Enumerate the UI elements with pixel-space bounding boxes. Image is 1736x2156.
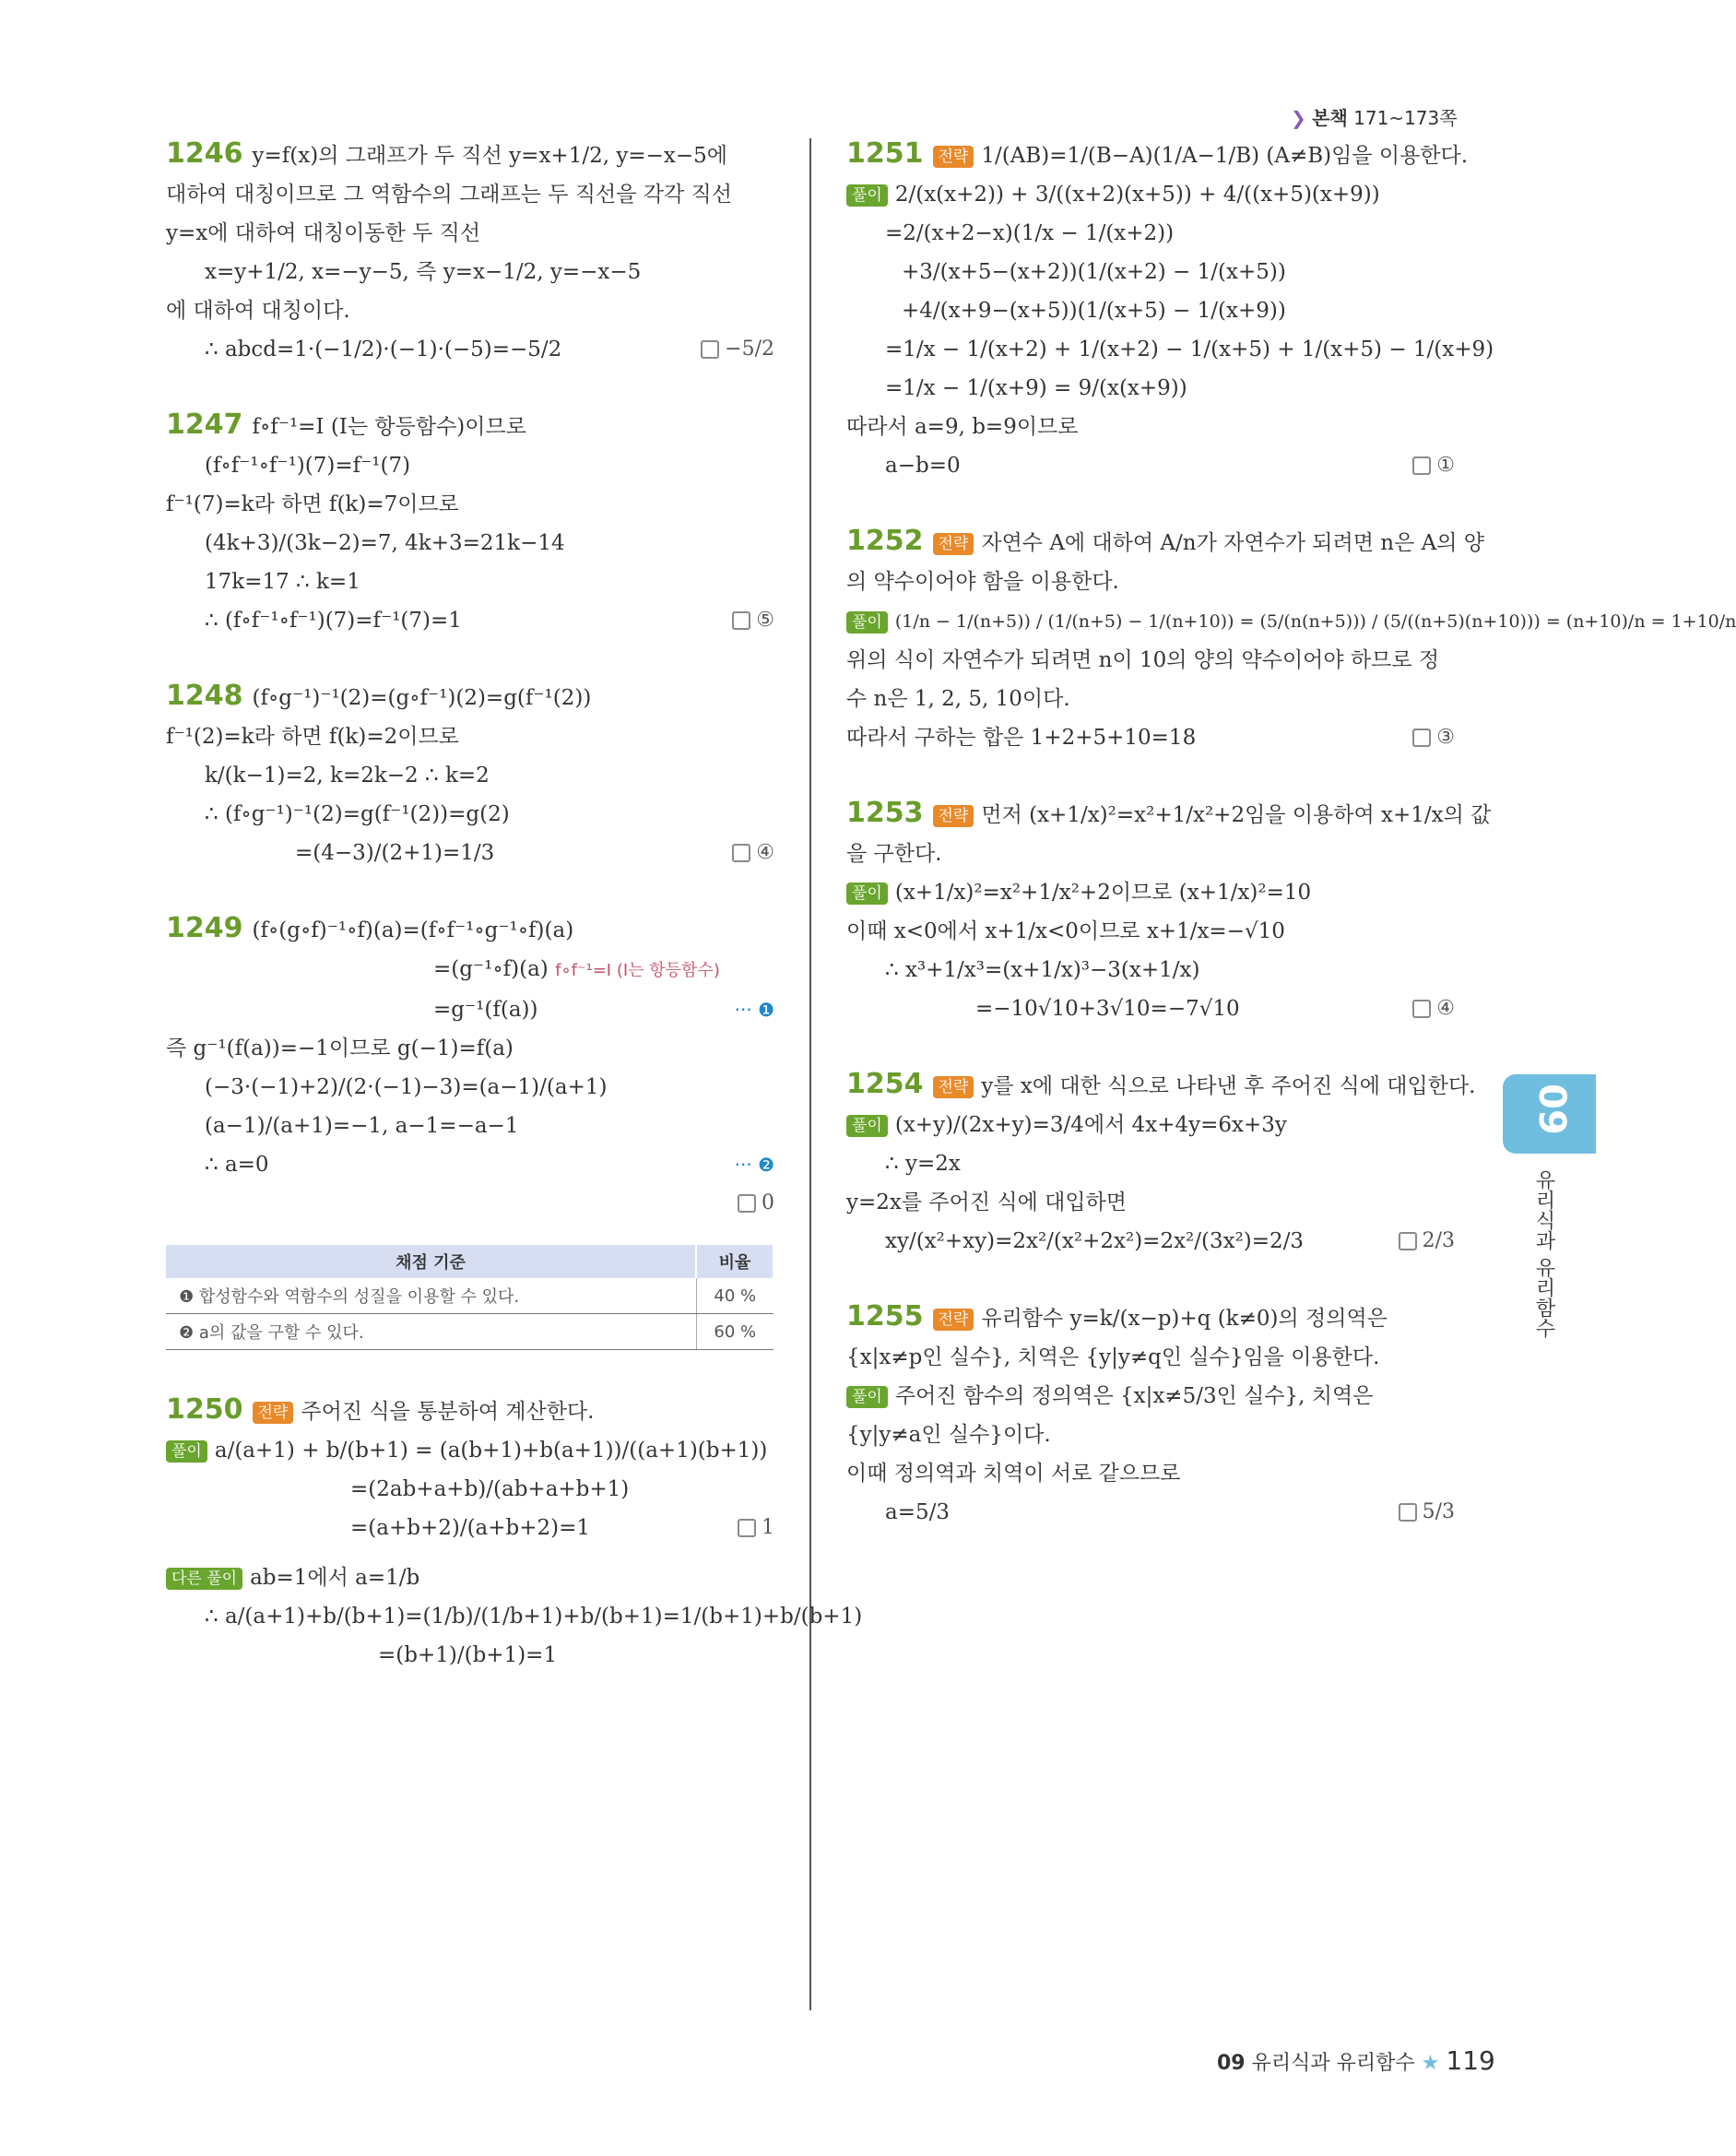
strategy-text: 1/(AB)=1/(B−A)(1/A−1/B) (A≠B)임을 이용한다. — [981, 144, 1469, 168]
solution-line: f∘f⁻¹=I (I는 항등함수)이므로 — [252, 415, 526, 439]
problem-number: 1248 — [166, 680, 243, 712]
answer-icon — [1412, 456, 1431, 475]
chapter-tab-title: 유리식과 유리함수 — [1532, 1169, 1555, 1338]
solution-line: =g⁻¹(f(a)) — [433, 998, 538, 1022]
solution-line: 주어진 함수의 정의역은 {x|x≠5/3인 실수}, 치역은 — [894, 1384, 1374, 1408]
solution-line: 에 대하여 대칭이다. — [166, 299, 350, 323]
problem-number: 1254 — [846, 1068, 924, 1100]
solution-badge: 풀이 — [166, 1440, 207, 1463]
book-label: 본책 — [1312, 107, 1348, 129]
answer-value: 1 — [762, 1516, 774, 1539]
answer — [732, 837, 774, 869]
solution-line: =(a+b+2)/(a+b+2)=1 — [350, 1516, 591, 1540]
solution-line: xy/(x²+xy)=2x²/(x²+2x²)=2x²/(3x²)=2/3 — [885, 1229, 1305, 1253]
problem-1248 — [166, 681, 774, 869]
solution-line: f⁻¹(2)=k라 하면 f(k)=2이므로 — [166, 725, 459, 749]
solution-line: =1/x − 1/(x+2) + 1/(x+2) − 1/(x+5) + 1/(x+5) − 1/(x+9) — [885, 338, 1494, 361]
solution-line: (1/n − 1/(n+5)) / (1/(n+5) − 1/(n+10)) = (5/(n(n+5))) / (5/((n+5)(n+10))) = (n+10)/n = 1+10/n — [894, 611, 1736, 632]
solution-line: y=2x를 주어진 식에 대입하면 — [846, 1191, 1127, 1214]
scoring-criterion: ❶ 합성함수와 역함수의 성질을 이용할 수 있다. — [166, 1278, 696, 1314]
solution-line: +4/(x+9−(x+5))(1/(x+5) − 1/(x+9)) — [902, 299, 1286, 323]
answer — [738, 1188, 774, 1219]
answer-value: 5/3 — [1422, 1500, 1455, 1523]
problem-1253 — [846, 797, 1492, 1025]
solution-line: (f∘(g∘f)⁻¹∘f)(a)=(f∘f⁻¹∘g⁻¹∘f)(a) — [252, 918, 574, 942]
column-divider — [809, 138, 811, 2010]
problem-1251 — [846, 137, 1494, 481]
left-column — [166, 137, 863, 1715]
problem-number: 1250 — [166, 1393, 243, 1426]
strategy-text: 의 약수이어야 함을 이용한다. — [846, 570, 1119, 594]
problem-1252 — [846, 525, 1736, 753]
strategy-text: 주어진 식을 통분하여 계산한다. — [301, 1400, 595, 1424]
problem-1255 — [846, 1301, 1455, 1528]
answer — [1412, 993, 1455, 1025]
solution-line: ∴ (f∘g⁻¹)⁻¹(2)=g(f⁻¹(2))=g(2) — [205, 802, 510, 826]
problem-1246 — [166, 138, 774, 365]
solution-line: (4k+3)/(3k−2)=7, 4k+3=21k−14 — [205, 531, 565, 555]
answer — [738, 1512, 774, 1544]
strategy-badge: 전략 — [933, 146, 974, 168]
solution-line: ∴ (f∘f⁻¹∘f⁻¹)(7)=f⁻¹(7)=1 — [205, 609, 462, 633]
solution-line: =(g⁻¹∘f)(a) — [433, 957, 549, 981]
strategy-badge: 전략 — [933, 1076, 974, 1098]
scoring-table — [166, 1245, 774, 1350]
solution-line: ∴ x³+1/x³=(x+1/x)³−3(x+1/x) — [885, 958, 1200, 982]
solution-line: 17k=17 ∴ k=1 — [205, 570, 360, 594]
strategy-text: 유리함수 y=k/(x−p)+q (k≠0)의 정의역은 — [981, 1307, 1388, 1331]
answer-icon — [1412, 729, 1431, 747]
problem-1254 — [846, 1068, 1476, 1257]
answer-value: 2/3 — [1422, 1229, 1455, 1252]
answer-icon — [1412, 1000, 1431, 1018]
problem-number: 1255 — [846, 1300, 924, 1333]
solution-line: {y|y≠a인 실수}이다. — [846, 1423, 1051, 1447]
answer — [1399, 1497, 1455, 1528]
answer-value: ① — [1436, 454, 1455, 477]
chevron-right-icon: ❯ — [1291, 107, 1306, 129]
strategy-text: 자연수 A에 대하여 A/n가 자연수가 되려면 n은 A의 양 — [981, 531, 1484, 555]
answer — [1412, 722, 1455, 753]
problem-number: 1246 — [166, 137, 243, 170]
strategy-badge: 전략 — [253, 1402, 294, 1424]
solution-line: 2/(x(x+2)) + 3/((x+2)(x+5)) + 4/((x+5)(x+9)) — [894, 183, 1380, 207]
answer — [732, 605, 774, 636]
problem-number: 1247 — [166, 409, 243, 441]
strategy-text: 을 구한다. — [846, 842, 942, 866]
solution-line: 수 n은 1, 2, 5, 10이다. — [846, 687, 1070, 711]
solution-line: (−3·(−1)+2)/(2·(−1)−3)=(a−1)/(a+1) — [205, 1075, 608, 1099]
page-reference — [1291, 103, 1458, 130]
solution-line: (x+y)/(2x+y)=3/4에서 4x+4y=6x+3y — [894, 1113, 1287, 1137]
alt-solution-badge: 다른 풀이 — [166, 1568, 242, 1590]
solution-line: =(2ab+a+b)/(ab+a+b+1) — [350, 1477, 630, 1501]
hint-annotation: f∘f⁻¹=I (I는 항등함수) — [555, 961, 720, 980]
problem-1249 — [166, 913, 774, 1219]
scoring-rate: 60 % — [696, 1314, 774, 1350]
solution-line: (f∘f⁻¹∘f⁻¹)(7)=f⁻¹(7) — [205, 454, 411, 478]
solution-line: ∴ a=0 — [205, 1153, 269, 1177]
solution-line: a=5/3 — [885, 1500, 950, 1524]
answer — [701, 334, 774, 365]
solution-line: ∴ y=2x — [885, 1152, 961, 1176]
table-row — [166, 1314, 774, 1350]
solution-line: 이때 x<0에서 x+1/x<0이므로 x+1/x=−√10 — [846, 919, 1285, 943]
answer-icon — [701, 340, 719, 359]
solution-line: =(b+1)/(b+1)=1 — [378, 1643, 558, 1667]
solution-line: (f∘g⁻¹)⁻¹(2)=(g∘f⁻¹)(2)=g(f⁻¹(2)) — [252, 686, 592, 710]
solution-line: a−b=0 — [885, 454, 961, 478]
answer-value: −5/2 — [725, 338, 774, 361]
answer-icon — [738, 1519, 756, 1537]
answer — [1412, 450, 1455, 481]
answer-icon — [1399, 1232, 1417, 1250]
table-row — [166, 1278, 774, 1314]
strategy-badge: 전략 — [933, 805, 974, 827]
strategy-text: y를 x에 대한 식으로 나타낸 후 주어진 식에 대입한다. — [981, 1074, 1476, 1098]
solution-line: y=x에 대하여 대칭이동한 두 직선 — [166, 221, 481, 245]
strategy-badge: 전략 — [933, 533, 974, 555]
solution-line: 따라서 구하는 합은 1+2+5+10=18 — [846, 726, 1197, 750]
answer-icon — [1399, 1503, 1417, 1522]
solution-line: 이때 정의역과 치역이 서로 같으므로 — [846, 1462, 1181, 1486]
step-marker: ··· ❶ — [734, 999, 774, 1021]
solution-line: 따라서 a=9, b=9이므로 — [846, 415, 1079, 439]
solution-badge: 풀이 — [846, 184, 888, 207]
page-range: 171~173쪽 — [1353, 107, 1458, 129]
page-number: 119 — [1446, 2045, 1495, 2076]
footer-chapter-number: 09 — [1217, 2052, 1246, 2075]
solution-line: =2/(x+2−x)(1/x − 1/(x+2)) — [885, 221, 1175, 245]
answer-value: ④ — [756, 841, 774, 864]
solution-badge: 풀이 — [846, 1386, 888, 1408]
strategy-text: 먼저 (x+1/x)²=x²+1/x²+2임을 이용하여 x+1/x의 값 — [981, 803, 1492, 827]
star-icon: ★ — [1421, 2052, 1440, 2075]
solution-line: 대하여 대칭이므로 그 역함수의 그래프는 두 직선을 각각 직선 — [166, 183, 732, 207]
solution-line: f⁻¹(7)=k라 하면 f(k)=7이므로 — [166, 492, 459, 516]
answer-value: ⑤ — [756, 609, 774, 632]
footer-chapter-title: 유리식과 유리함수 — [1251, 2052, 1415, 2075]
strategy-text: {x|x≠p인 실수}, 치역은 {y|y≠q인 실수}임을 이용한다. — [846, 1345, 1380, 1369]
strategy-badge: 전략 — [933, 1309, 974, 1331]
solution-line: +3/(x+5−(x+2))(1/(x+2) − 1/(x+5)) — [902, 260, 1286, 284]
solution-badge: 풀이 — [846, 883, 888, 905]
solution-line: =(4−3)/(2+1)=1/3 — [295, 841, 495, 865]
answer-value: ④ — [1436, 997, 1455, 1020]
solution-line: k/(k−1)=2, k=2k−2 ∴ k=2 — [205, 764, 490, 788]
scoring-criterion: ❷ a의 값을 구할 수 있다. — [166, 1314, 696, 1350]
answer-icon — [732, 844, 750, 862]
solution-line: 위의 식이 자연수가 되려면 n이 10의 양의 약수이어야 하므로 정 — [846, 648, 1440, 672]
answer-value: ③ — [1436, 726, 1455, 749]
problem-number: 1249 — [166, 912, 243, 944]
problem-number: 1251 — [846, 137, 924, 170]
answer — [1399, 1226, 1455, 1257]
solution-line: ab=1에서 a=1/b — [250, 1566, 420, 1590]
solution-line: ∴ a/(a+1)+b/(b+1)=(1/b)/(1/b+1)+b/(b+1)=1/(b+1)+b/(b+1) — [205, 1605, 863, 1629]
chapter-tab-number: 09 — [1529, 1084, 1573, 1135]
solution-line: a/(a+1) + b/(b+1) = (a(b+1)+b(a+1))/((a+1)(b+1)) — [214, 1439, 768, 1463]
problem-number: 1252 — [846, 525, 924, 557]
scoring-header-rate: 비율 — [696, 1245, 774, 1278]
solution-badge: 풀이 — [846, 1115, 888, 1137]
problem-number: 1253 — [846, 797, 924, 829]
solution-line: (a−1)/(a+1)=−1, a−1=−a−1 — [205, 1114, 519, 1138]
solution-line: (x+1/x)²=x²+1/x²+2이므로 (x+1/x)²=10 — [894, 881, 1312, 905]
solution-line: ∴ abcd=1·(−1/2)·(−1)·(−5)=−5/2 — [205, 338, 562, 361]
step-marker: ··· ❷ — [734, 1154, 774, 1176]
solution-line: =1/x − 1/(x+9) = 9/(x(x+9)) — [885, 376, 1187, 400]
answer-icon — [732, 611, 750, 630]
answer-icon — [738, 1194, 756, 1213]
problem-1250 — [166, 1393, 863, 1671]
solution-line: x=y+1/2, x=−y−5, 즉 y=x−1/2, y=−x−5 — [205, 260, 642, 284]
scoring-header-criteria: 채점 기준 — [166, 1245, 696, 1278]
solution-line: 즉 g⁻¹(f(a))=−1이므로 g(−1)=f(a) — [166, 1037, 514, 1060]
solution-line: y=f(x)의 그래프가 두 직선 y=x+1/2, y=−x−5에 — [252, 144, 727, 168]
answer-value: 0 — [762, 1191, 774, 1214]
solution-line: =−10√10+3√10=−7√10 — [975, 997, 1240, 1021]
problem-1247 — [166, 409, 774, 636]
page-footer — [1217, 2045, 1495, 2076]
solution-badge: 풀이 — [846, 611, 888, 634]
scoring-rate: 40 % — [696, 1278, 774, 1314]
